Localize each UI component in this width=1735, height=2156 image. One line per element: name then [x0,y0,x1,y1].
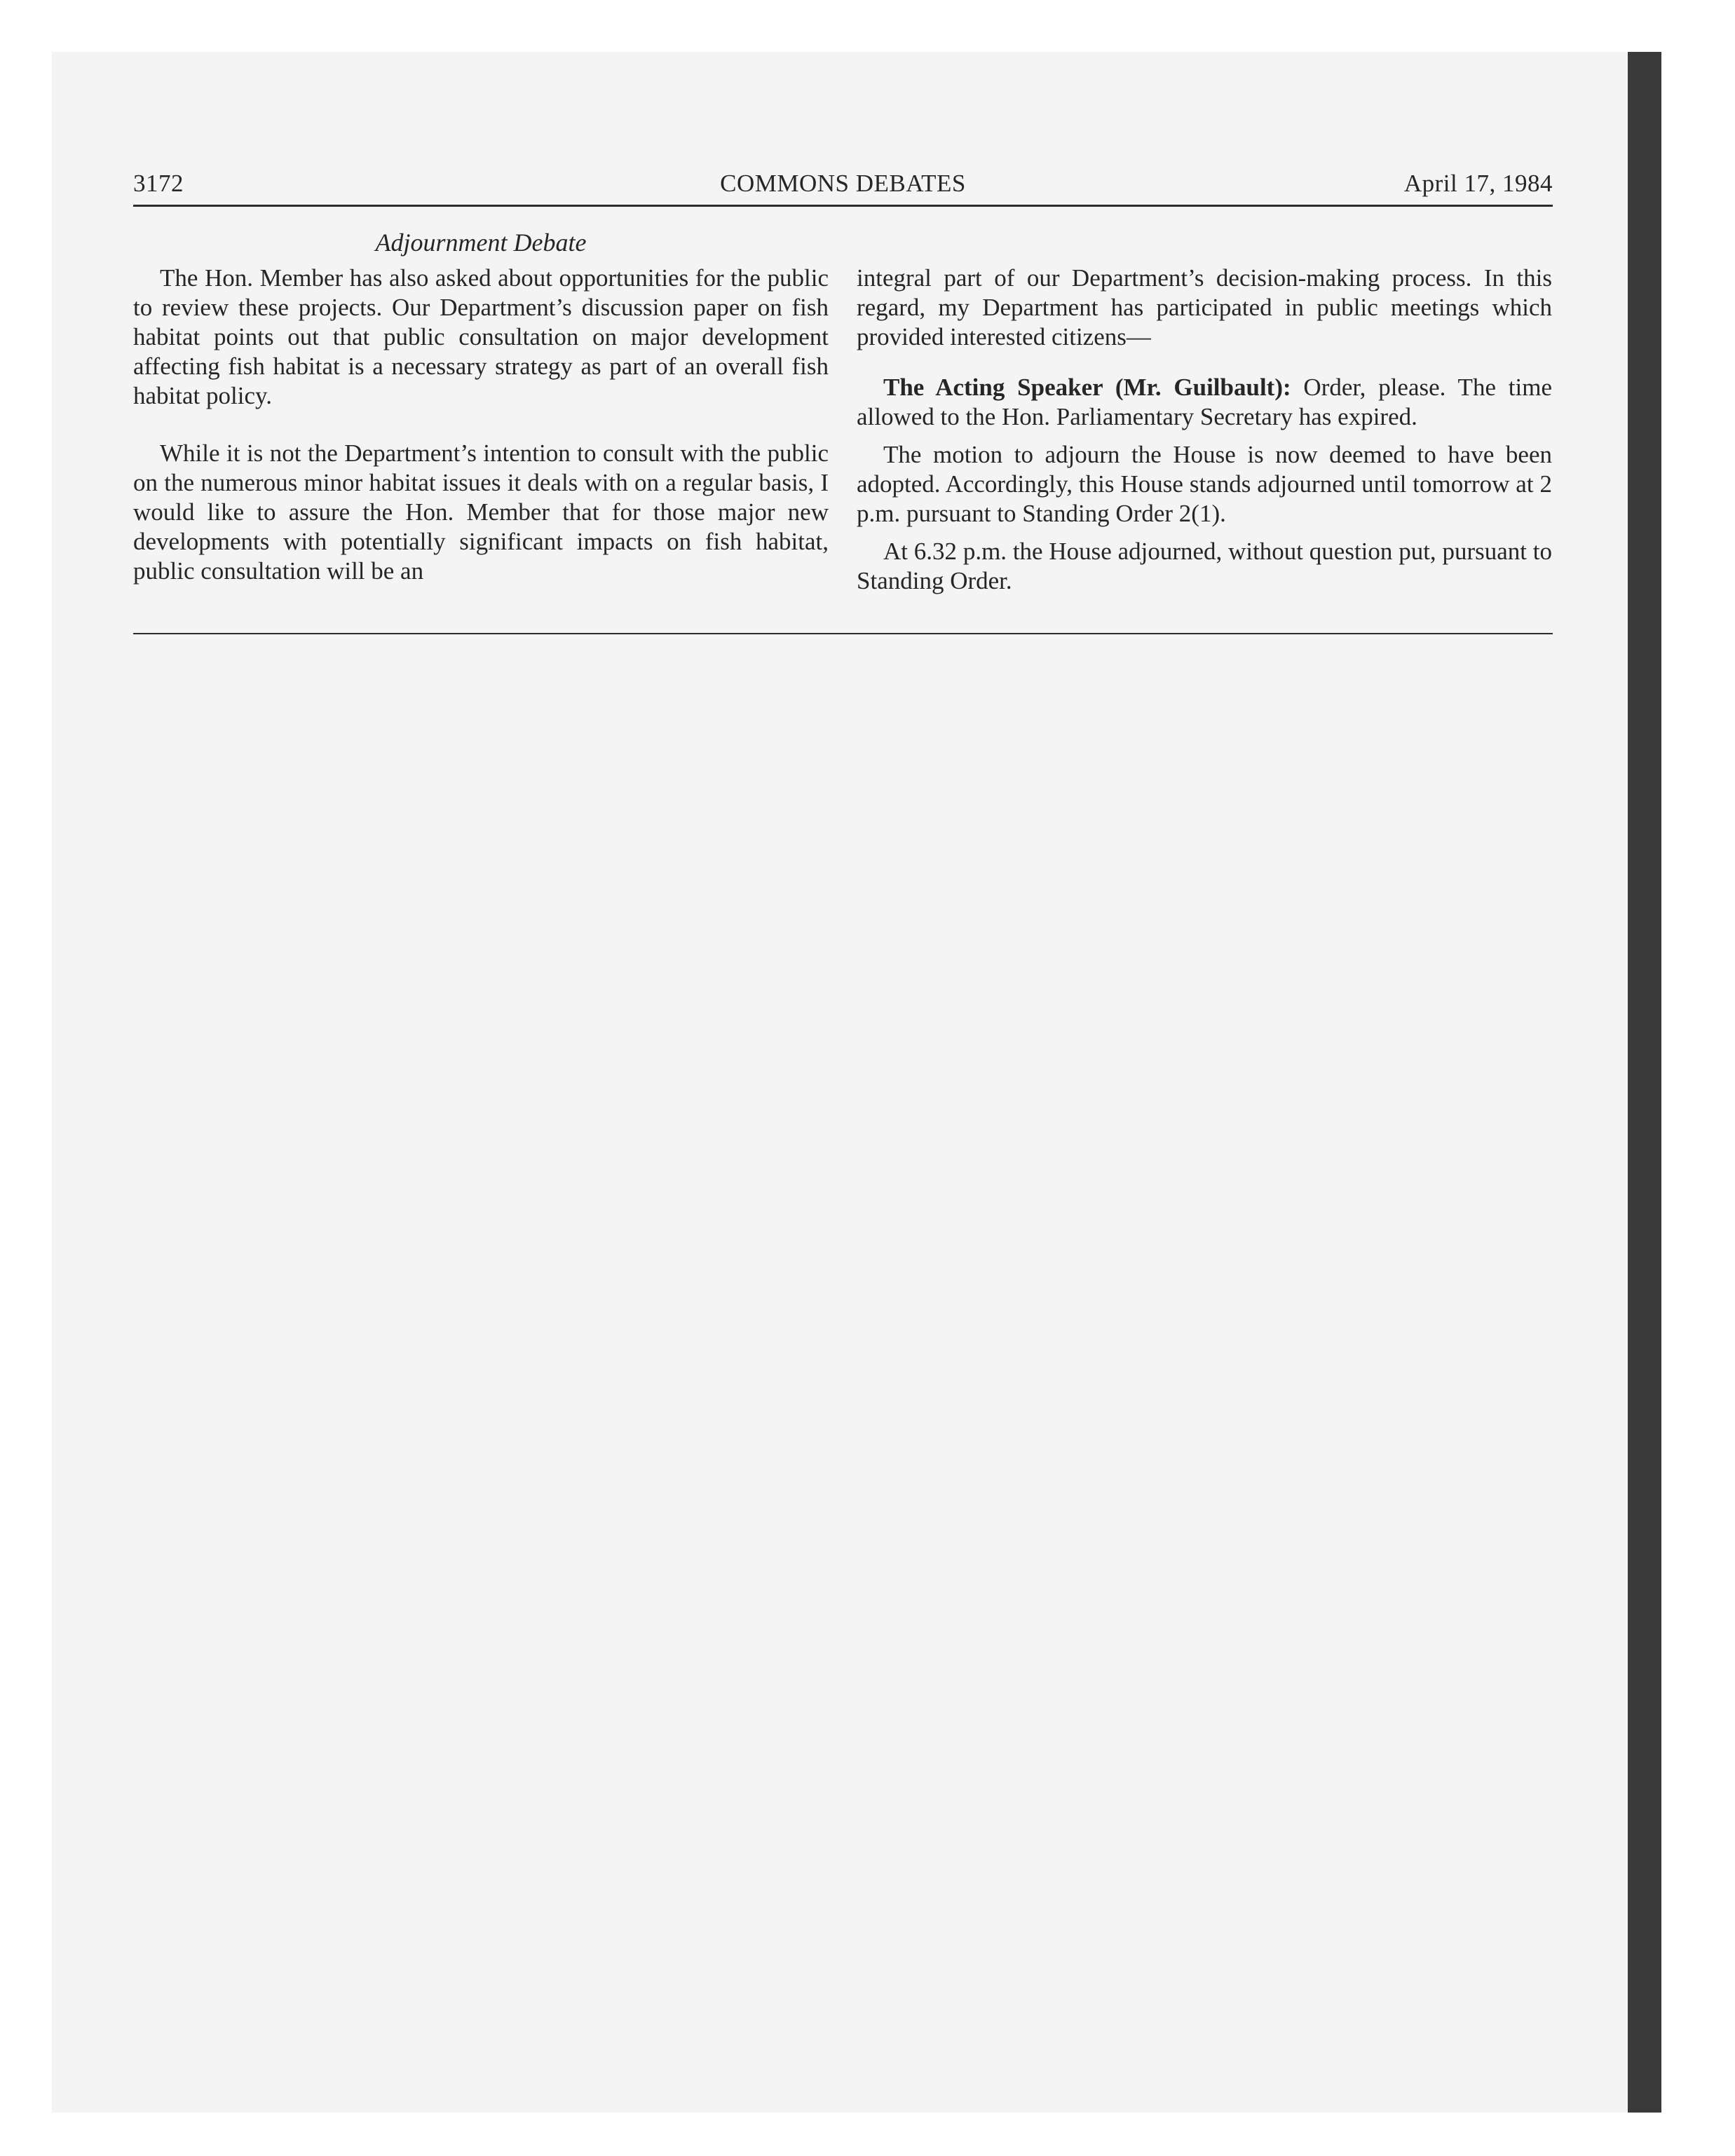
section-title: Adjournment Debate [375,228,587,257]
paragraph: While it is not the Department’s intention to consult with the public on the numerous minor habitat issues it deals with on a regular basis, I would like to assure the Hon. Member that for those major new developments with potentially significant impacts on fish habitat, public consultation will be an [133,439,829,585]
paragraph: The motion to adjourn the House is now deemed to have been adopted. Accordingly, this House stands adjourned until tomorrow at 2 p.m. pursuant to Standing Order 2(1). [857,441,1552,527]
page-edge-shadow [1628,52,1661,2113]
publication-title: COMMONS DEBATES [720,170,966,197]
end-rule [133,633,1553,634]
page-number: 3172 [133,170,184,197]
header-rule [133,205,1553,207]
page-header [133,170,1553,202]
speaker-paragraph [857,373,1552,432]
paragraph: The Hon. Member has also asked about opportunities for the public to review these projects. Our Department’s discussion paper on fish habitat points out that public consultation on major development affecting fish habitat is a necessary strategy as part of an overall fish habitat policy. [133,264,829,409]
paragraph: At 6.32 p.m. the House adjourned, without question put, pursuant to Standing Order. [857,538,1552,594]
left-column [133,264,829,586]
page-date: April 17, 1984 [1403,170,1553,197]
speaker-statement: Order, please. The time allowed to the Hon. Parliamentary Secretary has expired. [857,374,1552,430]
speaker-name: The Acting Speaker (Mr. Guilbault): [883,374,1291,401]
paragraph-continued: integral part of our Department’s decision-making process. In this regard, my Department has participated in public meetings which provided interested citizens— [857,264,1552,350]
right-column [857,264,1552,596]
